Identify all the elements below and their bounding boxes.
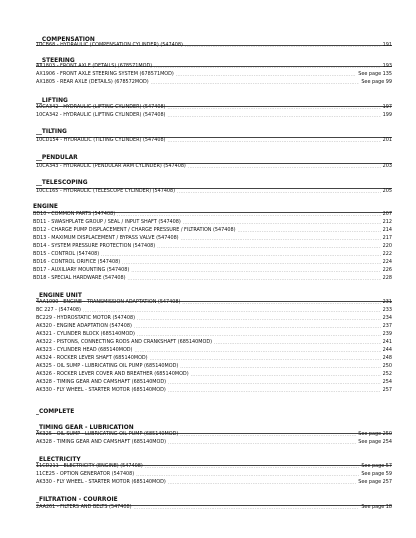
toc-entry-page: 241 <box>382 339 392 345</box>
toc-entry[interactable] <box>36 339 392 346</box>
section-title: __COMPENSATION <box>36 37 95 43</box>
toc-entry[interactable] <box>33 227 392 234</box>
toc-entry-text: 10CA342 - HYDRAULIC (LIFTING CYLINDER) (547408) <box>36 104 166 110</box>
toc-entry[interactable] <box>33 259 392 266</box>
toc-entry-text: BD11 - SWASHPLATE GROUP / SEAL / INPUT SHAFT (547408) <box>33 219 181 225</box>
toc-entry[interactable] <box>36 347 392 354</box>
toc-entry-text: BD17 - AUXILIARY MOUNTING (547408) <box>33 267 130 273</box>
section-title: _COMPLETE <box>36 409 75 415</box>
toc-entry-text: AK324 - ROCKER LEVER SHAFT (685140MOD) <box>36 355 148 361</box>
toc-entry[interactable] <box>36 387 392 394</box>
toc-entry-text: 11CE25 - OPTION GENERATOR (547408) <box>36 471 135 477</box>
toc-entry-text: AK330 - FLY WHEEL - STARTER MOTOR (685140MOD) <box>36 479 166 485</box>
toc-entry-text: AK325 - OIL SUMP - LUBRICATING OIL PUMP (685140MOD) <box>36 431 179 437</box>
toc-entry-page: 205 <box>382 188 392 194</box>
dot-leader <box>101 252 381 258</box>
toc-entry-page: See page 135 <box>358 71 392 77</box>
toc-entry-page: 252 <box>382 371 392 377</box>
toc-entry[interactable] <box>36 431 392 438</box>
toc-entry-page: See page 18 <box>361 504 392 510</box>
toc-entry[interactable] <box>36 331 392 338</box>
toc-entry-page: 228 <box>382 275 392 281</box>
section-title: _TIMING GEAR - LUBRICATION <box>36 425 134 431</box>
toc-entry[interactable] <box>36 307 392 314</box>
toc-entry-page: 233 <box>382 307 392 313</box>
toc-entry-text: BD18 - SPECIAL HARDWARE (547408) <box>33 275 126 281</box>
toc-entry-text: BD16 - CONTROL ORIFICE (547408) <box>33 259 121 265</box>
toc-entry-text: AX1805 - REAR AXLE (DETAILS) (678572MOD) <box>36 79 149 85</box>
toc-entry-text: BC229 - HYDROSTATIC MOTOR (547408) <box>36 315 135 321</box>
toc-entry-text: 4AA1090 - ENGINE - TRANSMISSION ADAPTATION (547408) <box>36 299 181 305</box>
toc-entry-text: AK323 - CYLINDER HEAD (685140MOD) <box>36 347 133 353</box>
toc-entry-text: AK321 - CYLINDER BLOCK (685140MOD) <box>36 331 135 337</box>
dot-leader <box>167 113 380 119</box>
dot-leader <box>168 388 381 394</box>
toc-entry-text: AX1803 - FRONT AXLE (DETAILS) (678571MOD) <box>36 63 153 69</box>
dot-leader <box>182 300 380 306</box>
toc-entry-page: 197 <box>382 104 392 110</box>
dot-leader <box>157 244 380 250</box>
toc-entry[interactable] <box>36 42 392 49</box>
section-title: _ELECTRICITY <box>36 457 81 463</box>
toc-entry-text: BD15 - CONTROL (547408) <box>33 251 100 257</box>
toc-entry[interactable] <box>36 363 392 370</box>
toc-entry-page: 257 <box>382 387 392 393</box>
toc-entry-page: See page 57 <box>361 463 392 469</box>
dot-leader <box>131 268 380 274</box>
toc-entry[interactable] <box>36 299 392 306</box>
toc-entry-page: 191 <box>382 42 392 48</box>
section-title: ENGINE <box>33 204 58 210</box>
toc-entry-text: 11CD211 - ELECTRICITY (ENGINE) (547408) <box>36 463 143 469</box>
toc-entry[interactable] <box>36 323 392 330</box>
dot-leader <box>154 64 381 70</box>
dot-leader <box>188 164 381 170</box>
toc-entry[interactable] <box>36 355 392 362</box>
toc-entry-text: BC 227 - (547408) <box>36 307 81 313</box>
dot-leader <box>167 105 380 111</box>
section-title: _FILTRATION - COURROIE <box>36 497 118 503</box>
toc-entry-text: BD10 - COMMON PARTS (547408) <box>33 211 116 217</box>
toc-entry-text: 2AA261 - FILTERS AND BELTS (547408) <box>36 504 132 510</box>
toc-entry-page: 239 <box>382 331 392 337</box>
dot-leader <box>176 72 356 78</box>
toc-entry-page: 214 <box>382 227 392 233</box>
toc-entry-page: 234 <box>382 315 392 321</box>
toc-entry-page: 244 <box>382 347 392 353</box>
dot-leader <box>238 228 381 234</box>
dot-leader <box>137 332 381 338</box>
dot-leader <box>134 324 381 330</box>
toc-entry-page: 250 <box>382 363 392 369</box>
dot-leader <box>214 340 381 346</box>
toc-entry-page: 248 <box>382 355 392 361</box>
toc-entry[interactable] <box>36 479 392 486</box>
toc-entry-page: 217 <box>382 235 392 241</box>
toc-entry-text: AK325 - OIL SUMP - LUBRICATING OIL PUMP (685140MOD) <box>36 363 179 369</box>
toc-entry[interactable] <box>36 504 392 511</box>
toc-entry-page: 212 <box>382 219 392 225</box>
toc-entry-text: 10CB68 - HYDRAULIC (COMPENSATION CYLINDER) (547408) <box>36 42 183 48</box>
toc-entry-page: 203 <box>382 163 392 169</box>
dot-leader <box>168 440 356 446</box>
section-title: __STEERING <box>36 58 75 64</box>
toc-entry-page: 193 <box>382 63 392 69</box>
toc-entry[interactable] <box>36 163 392 170</box>
dot-leader <box>180 364 380 370</box>
dot-leader <box>151 80 360 86</box>
section-title: __LIFTING <box>36 98 68 104</box>
dot-leader <box>183 220 381 226</box>
dot-leader <box>134 505 360 511</box>
dot-leader <box>167 138 380 144</box>
toc-entry-page: 231 <box>382 299 392 305</box>
toc-entry-text: AK326 - ROCKER LEVER COVER AND BREATHER (685140MOD) <box>36 371 189 377</box>
toc-entry[interactable] <box>36 63 392 70</box>
toc-entry-page: 201 <box>382 137 392 143</box>
toc-entry-page: 226 <box>382 267 392 273</box>
dot-leader <box>150 356 381 362</box>
section-title: __PENDULAR <box>36 155 78 161</box>
toc-entry-text: AK320 - ENGINE ADAPTATION (547408) <box>36 323 132 329</box>
toc-entry-text: 10CC165 - HYDRAULIC (TELESCOPE CYLINDER) (547408) <box>36 188 176 194</box>
toc-entry-page: See page 257 <box>358 479 392 485</box>
dot-leader <box>168 480 356 486</box>
dot-leader <box>127 276 380 282</box>
toc-entry-page: 224 <box>382 259 392 265</box>
toc-entry-page: 222 <box>382 251 392 257</box>
toc-entry[interactable] <box>36 79 392 86</box>
toc-entry[interactable] <box>36 315 392 322</box>
toc-entry-page: See page 99 <box>361 79 392 85</box>
section-title: __TELESCOPING <box>36 180 88 186</box>
dot-leader <box>137 316 381 322</box>
section-title: __TILTING <box>36 129 67 135</box>
toc-entry[interactable] <box>36 371 392 378</box>
dot-leader <box>134 348 380 354</box>
toc-entry[interactable] <box>36 188 392 195</box>
toc-entry[interactable] <box>36 463 392 470</box>
toc-entry-text: 10CD154 - HYDRAULIC (TILTING CYLINDER) (547408) <box>36 137 166 143</box>
toc-entry[interactable] <box>36 379 392 386</box>
toc-entry[interactable] <box>33 235 392 242</box>
toc-entry[interactable] <box>33 251 392 258</box>
toc-entry-text: BD13 - MAXIMUM DISPLACEMENT / BYPASS VALVE (547408) <box>33 235 179 241</box>
dot-leader <box>181 236 381 242</box>
dot-leader <box>145 464 360 470</box>
toc-entry-page: 220 <box>382 243 392 249</box>
dot-leader <box>191 372 381 378</box>
toc-entry-text: AK328 - TIMING GEAR AND CAMSHAFT (685140MOD) <box>36 379 167 385</box>
dot-leader <box>180 432 356 438</box>
toc-entry-page: See page 250 <box>358 431 392 437</box>
toc-entry[interactable] <box>36 71 392 78</box>
toc-entry-text: BD14 - SYSTEM PRESSURE PROTECTION (547408) <box>33 243 156 249</box>
toc-entry[interactable] <box>36 104 392 111</box>
toc-entry-page: 207 <box>382 211 392 217</box>
toc-entry[interactable] <box>33 243 392 250</box>
toc-entry-text: AK330 - FLY WHEEL - STARTER MOTOR (685140MOD) <box>36 387 166 393</box>
toc-entry-page: 254 <box>382 379 392 385</box>
toc-entry-page: See page 254 <box>358 439 392 445</box>
toc-entry[interactable] <box>36 112 392 119</box>
dot-leader <box>177 189 381 195</box>
toc-entry-page: 237 <box>382 323 392 329</box>
dot-leader <box>136 472 359 478</box>
toc-entry-text: AK328 - TIMING GEAR AND CAMSHAFT (685140MOD) <box>36 439 167 445</box>
dot-leader <box>185 43 381 49</box>
toc-entry[interactable] <box>33 275 392 282</box>
toc-entry-text: BD12 - CHARGE PUMP DISPLACEMENT / CHARGE PRESSURE / FILTRATION (547408) <box>33 227 236 233</box>
toc-entry-page: See page 59 <box>361 471 392 477</box>
dot-leader <box>83 308 381 314</box>
toc-entry[interactable] <box>36 439 392 446</box>
toc-entry[interactable] <box>36 137 392 144</box>
toc-entry[interactable] <box>33 267 392 274</box>
dot-leader <box>168 380 381 386</box>
toc-entry-page: 199 <box>382 112 392 118</box>
toc-entry[interactable] <box>33 211 392 218</box>
toc-entry-text: AK322 - PISTONS, CONNECTING RODS AND CRANKSHAFT (685140MOD) <box>36 339 213 345</box>
section-title: _ENGINE UNIT <box>36 293 82 299</box>
toc-entry-text: 10CA342 - HYDRAULIC (LIFTING CYLINDER) (547408) <box>36 112 166 118</box>
toc-entry-text: AX1906 - FRONT AXLE STEERING SYSTEM (678571MOD) <box>36 71 174 77</box>
toc-entry[interactable] <box>33 219 392 226</box>
toc-entry-text: 10CA343 - HYDRAULIC (PENDULAR ARM CYLINDER) (547408) <box>36 163 186 169</box>
toc-entry[interactable] <box>36 471 392 478</box>
dot-leader <box>122 260 381 266</box>
dot-leader <box>117 212 381 218</box>
